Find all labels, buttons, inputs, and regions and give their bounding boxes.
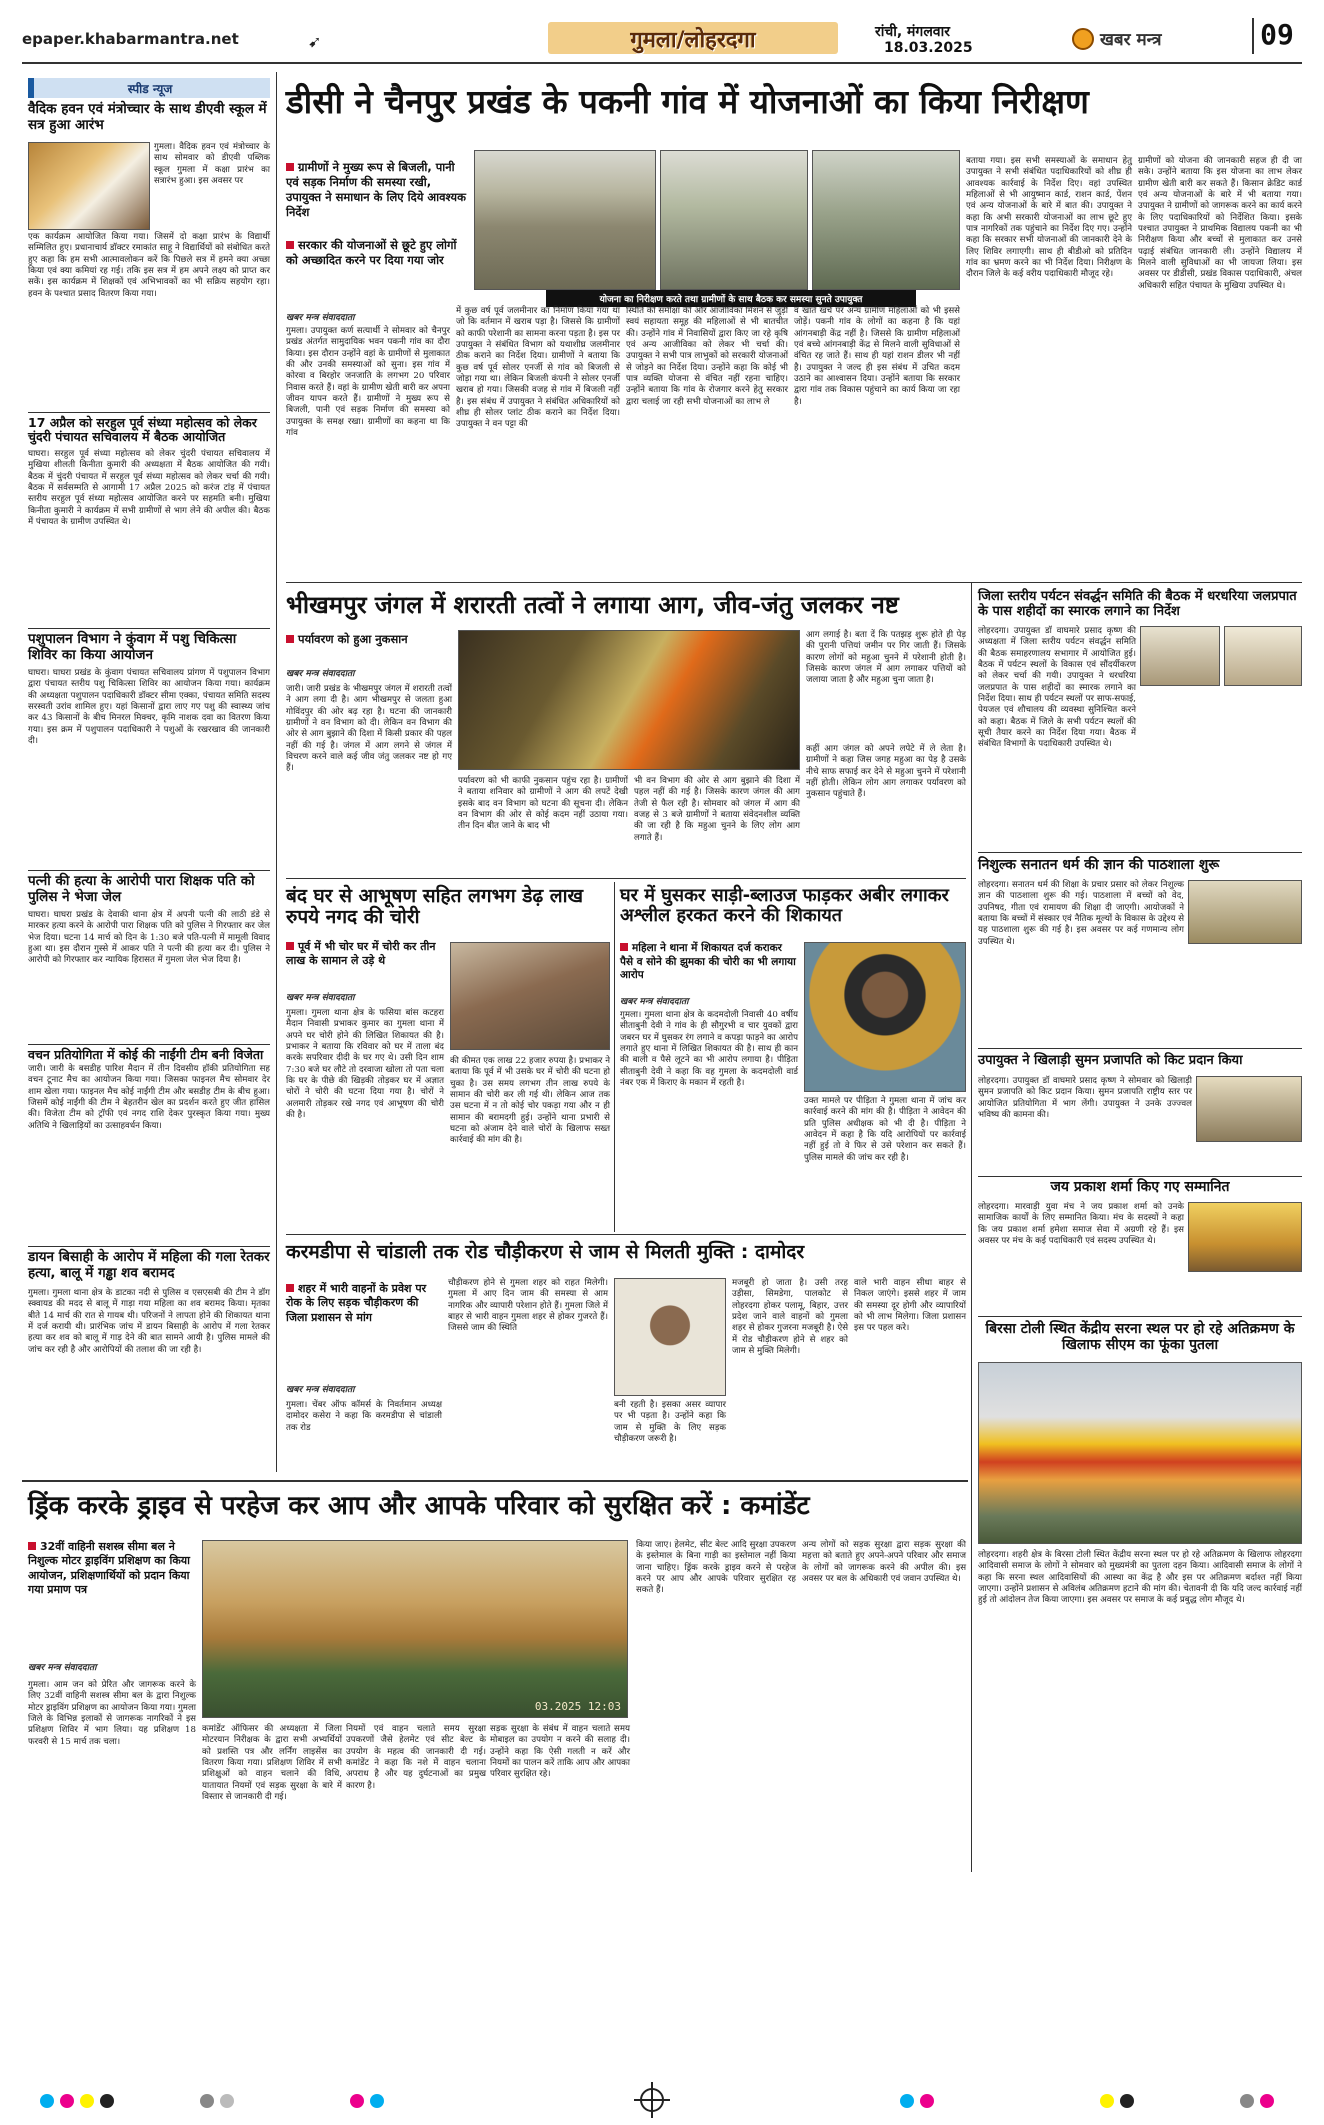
story2-col-4: आग लगाई है। बता दें कि पतझड़ शुरू होते ही पेड़ की पुरानी पत्तियां जमीन पर गिर जाती हैं। जिसके कारण लोगों को महुआ चुनने में परेशानी होती है। जिसके कारण जंगल में आग लगाकर पत्तियों को जलाया जाता है और महुआ चुना जाता है।: [806, 630, 966, 686]
registration-dot: [1120, 2094, 1134, 2108]
speed-body-4: घाघरा। घाघरा प्रखंड के देवाकी थाना क्षेत्र में अपनी पत्नी की लाठी डंडे से मारकर हत्या करने के आरोपी पारा शिक्षक पति को पुलिस ने गिरफ्तार कर जेल भेज दिया। घटना 14 मार्च को दिन के 1:30 बजे पति-पत्नी में मामूली विवाद हुआ था। इस दौरान गुस्से में आकर पति ने पत्नी की हत्या कर दी। पुलिस ने आरोपी को गिरफ्तार कर न्यायिक हिरासत में गुमला जेल भेज दिया है।: [28, 910, 270, 966]
story1-byline: खबर मन्त्र संवाददाता: [286, 313, 355, 323]
story3-byline: खबर मन्त्र संवाददाता: [286, 993, 355, 1003]
story5-byline: खबर मन्त्र संवाददाता: [286, 1385, 355, 1395]
story2-bullet: [286, 632, 446, 647]
registration-dot: [80, 2094, 94, 2108]
date-city: रांची, मंगलवार: [875, 24, 950, 40]
story6-byline: खबर मन्त्र संवाददाता: [28, 1663, 97, 1673]
right3-headline: उपायुक्त ने खिलाड़ी सुमन प्रजापति को किट प्रदान किया: [978, 1053, 1243, 1068]
story6-col-1: गुमला। आम जन को प्रेरित और जागरूक करने के लिए 32वीं वाहिनी सशस्त्र सीमा बल के द्वारा निशुल्क मोटर ड्राइविंग प्रशिक्षण का आयोजन किया गया। गुमला जिले के विभिन्न इलाकों से जागरूक नागरिकों ने इस प्रशिक्षण शिविर में भाग लिया। यह प्रशिक्षण 18 फरवरी से 15 मार्च तक चला।: [28, 1680, 196, 1747]
story1-photo-right: [812, 150, 960, 290]
right2-photo: [1188, 880, 1302, 944]
story4-bullet: [620, 942, 798, 983]
story1-caption: योजना का निरीक्षण करते तथा ग्रामीणों के साथ बैठक कर समस्या सुनते उपायुक्त: [546, 290, 916, 307]
story1-col-2: में कुछ वर्ष पूर्व जलमीनार का निर्माण किया गया था जो कि वर्तमान में खराब पड़ा है। जिससे कि ग्रामीणों को काफी परेशानी का सामना करना पड़ता है। इस पर उपायुक्त ने संबंधित विभाग को यथाशीघ्र जलमीनार ठीक कराने का निर्देश दिया। ग्रामीणों ने बताया कि कुछ वर्ष पूर्व सोलर एनर्जी से गांव को बिजली से जोड़ा गया था। लेकिन बिजली कंपनी ने सोलर एनर्जी खराब हो गया। जिसकी वजह से गांव में बिजली नहीं है। इस संबंध में उपायुक्त ने संबंधित अधिकारियों को शीघ्र ही सोलर प्लांट ठीक कराने का निर्देश दिया। उपायुक्त ने वन पट्टा की: [456, 306, 620, 430]
page-number: 09: [1252, 18, 1300, 54]
story3-col-2: की कीमत एक लाख 22 हजार रुपया है। प्रभाकर ने बताया कि पूर्व में भी उसके घर में चोरी की घटना हो चुका है। उस समय लगभग तीन लाख रुपये के सामान की चोरी कर ली गई थी। लेकिन आज तक उस घटना में न तो कोई चोर पकड़ा गया और न ही सामान की बरामदगी हुई। उन्होंने थाना प्रभारी से घटना को अंजाम देने वाले चोरों के खिलाफ सख्त कार्रवाई की मांग की है।: [450, 1056, 610, 1146]
column-divider: [614, 882, 615, 1232]
section-title: गुमला/लोहरदगा: [630, 28, 756, 53]
story6-col-3: नियमों एवं वाहन चलाते समय सुरक्षा उपकरणों जैसे हेलमेट एवं सीट बेल्ट के उपयोग के महत्व की जानकारी दी गई। कमांडेंट ने कहा कि नशे में वाहन चलाना अपराध है और यह दुर्घटनाओं का प्रमुख कारण है।: [346, 1724, 486, 1791]
story1-col-4: व खाते खर्च पर अन्य ग्रामीण महिलाओं को भी इससे जोड़ें। पकनी गांव के लोगों का कहना है कि यहां आंगनबाड़ी केंद्र नहीं है। जिससे कि ग्रामीण महिलाओं एवं बच्चे आंगनबाड़ी केंद्र से मिलने वाली सुविधाओं से वंचित रह जाते हैं। साथ ही यहां राशन डीलर भी नहीं है। उपायुक्त ने जल्द ही इस संबंध में उचित कदम उठाने का आश्वासन दिया। उन्होंने बताया कि सरकार द्वारा गांव तक विकास पहुंचाने का कार्य किया जा रहा है।: [794, 306, 960, 407]
right1-body-cont: [978, 690, 1302, 850]
story4-col-3: उक्त मामले पर पीड़िता ने गुमला थाना में जांच कर कार्रवाई करने की मांग की है। पीड़िता ने आवेदन की प्रति पुलिस अधीक्षक को भी दी है। पीड़िता ने आवेदन में कहा है कि यदि आरोपियों पर कार्रवाई नहीं हुई तो वे फिर से उसे परेशान कर सकते हैं। पुलिस मामले की जांच कर रही है।: [804, 1096, 966, 1163]
story3-headline: बंद घर से आभूषण सहित लगभग डेढ़ लाख रुपये नगद की चोरी: [286, 885, 584, 929]
section-rule: [22, 1480, 968, 1482]
registration-dot: [900, 2094, 914, 2108]
story1-bullet-1-text: ग्रामीणों ने मुख्य रूप से बिजली, पानी एवं सड़क निर्माण की समस्या रखी, उपायुक्त ने समाधान के लिए दिये आवश्यक निर्देश: [286, 160, 466, 219]
speed-body-2: घाघरा। सरहुल पूर्व संध्या महोत्सव को लेकर चुंदरी पंचायत सचिवालय में मुखिया शीलती किनीता कुमारी की अध्यक्षता में बैठक आयोजित की गयी। बैठक में चुंदरी पंचायत में सरहुल पूर्व संध्या महोत्सव को लेकर चर्चा की गयी। बैठक में सर्वसम्मति से आगामी 17 अप्रैल 2025 को करंज टांड़ में पंचायत स्तरीय सरहुल पूर्व संध्या महोत्सव आयोजित करने पर सहमति बनी। मुखिया किनीता कुमारी ने कार्यक्रम में सभी ग्रामीणों से भाग लेने की अपील की। बैठक में पंचायत के ग्रामीण उपस्थित थे।: [28, 449, 270, 528]
story2-headline: भीखमपुर जंगल में शरारती तत्वों ने लगाया आग, जीव-जंतु जलकर नष्ट: [286, 591, 899, 619]
registration-dot: [60, 2094, 74, 2108]
right4-body: लोहरदगा। मारवाड़ी युवा मंच ने जय प्रकाश शर्मा को उनके सामाजिक कार्यों के लिए सम्मानित किया। मंच के सदस्यों ने कहा कि जय प्रकाश शर्मा हमेशा समाज सेवा में अग्रणी रहे हैं। इस अवसर पर मंच के कई पदाधिकारी एवं सदस्य उपस्थित थे।: [978, 1202, 1184, 1247]
story4-bullet-text: महिला ने थाना में शिकायत दर्ज कराकर पैसे व सोने की झुमका की चोरी का भी लगाया आरोप: [620, 942, 796, 982]
right4-headline: जय प्रकाश शर्मा किए गए सम्मानित: [1050, 1179, 1230, 1195]
story4-photo: [804, 942, 966, 1092]
story1-bullet-1: [286, 160, 466, 220]
story3-bullet-text: पूर्व में भी चोर घर में चोरी कर तीन लाख के सामान ले उड़े थे: [286, 940, 436, 968]
photo-timestamp: 03.2025 12:03: [534, 1700, 621, 1713]
divider: [978, 1316, 1302, 1317]
divider: [978, 1176, 1302, 1177]
story6-headline: ड्रिंक करके ड्राइव से परहेज कर आप और आपके परिवार को सुरक्षित करें : कमांडेंट: [28, 1491, 810, 1521]
right1-headline: जिला स्तरीय पर्यटन संवर्द्धन समिति की बैठक में धरधरिया जलप्रपात के पास शहीदों का स्मारक लगाने का निर्देश: [978, 589, 1297, 619]
story1-col-3: स्थिति की समीक्षा की और आजीविका मिशन से जुड़ी स्वयं सहायता समूह की महिलाओं से भी बातचीत की। उन्होंने गांव में निवासियों द्वारा किए जा रहे कृषि एवं अन्य आजीविका को लेकर भी चर्चा की। उपायुक्त ने सभी पात्र लाभुकों को सरकारी योजनाओं से जोड़ने का निर्देश दिया। उन्होंने कहा कि कोई भी पात्र व्यक्ति योजना से वंचित नहीं रहना चाहिए। उन्होंने बताया कि गांव के रोजगार करने हेतु सरकार द्वारा चलाई जा रही सभी योजनाओं का लाभ ले: [626, 306, 788, 407]
story5-bullet: [286, 1282, 442, 1325]
speed-body-5: जारी। जारी के बसडीह पारिश मैदान में तीन दिवसीय हॉकी प्रतियोगिता सह वचन टूनाट मैच का आयोजन किया गया। जिसका फाइनल मैच सोमवार देर शाम खेला गया। फाइनल मैच कोई नाईंगी टीम और बसडीह टीम के बीच हुआ। जिसमें कोई नाईंगी की टीम ने बेहतरीन खेल का प्रदर्शन करते हुए जीत हासिल की। विजेता टीम को ट्रॉफी एवं नगद राशि देकर पुरस्कृत किया गया। मुख्य अतिथि ने खिलाड़ियों का उत्साहवर्धन किया।: [28, 1064, 270, 1131]
havan-photo: [28, 142, 150, 230]
right1-photo-2: [1224, 626, 1302, 686]
right5-body: लोहरदगा। शहरी क्षेत्र के बिरसा टोली स्थित केंद्रीय सरना स्थल पर हो रहे अतिक्रमण के खिलाफ लोहरदगा आदिवासी समाज के लोगों ने सोमवार को मुख्यमंत्री का पुतला दहन किया। आदिवासी समाज के लोगों ने कहा कि सरना स्थल आदिवासियों की आस्था का केंद्र है और इस पर अतिक्रमण बर्दाश्त नहीं किया जाएगा। उन्होंने प्रशासन से अविलंब अतिक्रमण हटाने की मांग की। चेतावनी दी कि यदि जल्द कार्रवाई नहीं हुई तो आंदोलन तेज किया जाएगा। इस अवसर पर समाज के कई प्रबुद्ध लोग मौजूद थे।: [978, 1550, 1302, 1606]
story5-bullet-text: शहर में भारी वाहनों के प्रवेश पर रोक के लिए सड़क चौड़ीकरण की जिला प्रशासन से मांग: [286, 1282, 427, 1324]
divider: [28, 1044, 270, 1045]
story1-bullet-2: [286, 238, 466, 268]
bullet-square: [286, 1284, 294, 1292]
story6-bullet: [28, 1540, 196, 1597]
story6-col-5: किया जाए। हेलमेट, सीट बेल्ट आदि सुरक्षा उपकरण के इस्तेमाल के बिना गाड़ी का इस्तेमाल नहीं किया जाना चाहिए। ड्रिंक करके ड्राइव करने से परहेज करने पर आप और आपके परिवार सुरक्षित रह सकते हैं।: [636, 1540, 796, 1596]
registration-dot: [100, 2094, 114, 2108]
story5-col-3: बनी रहती है। इसका असर व्यापार पर भी पड़ता है। उन्होंने कहा कि जाम से मुक्ति के लिए सड़क चौड़ीकरण जरूरी है।: [614, 1400, 726, 1445]
bullet-square: [286, 942, 294, 950]
story1-photo-mid: [660, 150, 808, 290]
story6-photo: [202, 1540, 628, 1718]
story5-col-4: मजबूरी हो जाता है। उसी तरह उड़ीसा, सिमडेगा, पालकोट से लोहरदगा होकर पलामू, बिहार, उत्तर प्रदेश जाने वाले वाहनों को गुमला शहर से होकर गुजरना मजबूरी है। ऐसे में रोड चौड़ीकरण होने से शहर को जाम से मुक्ति मिलेगी।: [732, 1278, 848, 1357]
registration-dot: [1240, 2094, 1254, 2108]
registration-dot: [220, 2094, 234, 2108]
story3-bullet: [286, 940, 446, 969]
right1-body: लोहरदगा। उपायुक्त डॉ वाघमारे प्रसाद कृष्ण की अध्यक्षता में जिला स्तरीय पर्यटन संवर्द्धन समिति की बैठक समाहरणालय सभागार में आयोजित हुई। बैठक में पर्यटन स्थलों के विकास एवं सौंदर्यीकरण को लेकर चर्चा की गयी। उपायुक्त ने धरधरिया जलप्रपात के पास शहीदों का स्मारक लगाने का निर्देश दिया। साथ ही पर्यटन स्थलों पर साफ-सफाई, पेयजल एवं शौचालय की व्यवस्था सुनिश्चित करने को कहा। बैठक में जिले के सभी पर्यटन स्थलों की सूची तैयार करने का निर्देश दिया गया। बैठक में संबंधित विभागों के पदाधिकारी उपस्थित थे।: [978, 626, 1136, 750]
speed-headline-4: पत्नी की हत्या के आरोपी पारा शिक्षक पति को पुलिस ने भेजा जेल: [28, 873, 255, 905]
registration-dot: [350, 2094, 364, 2108]
story5-col-1: गुमला। चेंबर ऑफ कॉमर्स के निवर्तमान अध्यक्ष दामोदर कसेरा ने कहा कि करमडीपा से चांडाली तक रोड: [286, 1400, 442, 1433]
speed-body-3: घाघरा। घाघरा प्रखंड के कुंवाग पंचायत सचिवालय प्रांगण में पशुपालन विभाग द्वारा पंचायत स्तरीय पशु चिकित्सा शिविर का आयोजन किया गया। कार्यक्रम की अध्यक्षता पशुपालन पदाधिकारी डॉक्टर सीमा एक्का, पंचायत समिति सदस्य सरस्वती उरांव शामिल हुए। यहां किसानों द्वारा लाए गए पशु की स्वास्थ्य जांच कर 43 किसानों के बीच मिनरल मिक्चर, कृमि नाशक दवा का वितरण किया गया। इस क्रम में पशुपालन पदाधिकारी ने पशुओं के रखरखाव की जानकारी दी।: [28, 668, 270, 747]
story2-col-5: कहीं आग जंगल को अपने लपेटे में ले लेता है। ग्रामीणों ने कहा जिस जगह महुआ का पेड़ है उसके नीचे साफ सफाई कर देने से महुआ चुनने में परेशानी नहीं होती। लेकिन लोग आग लगाकर पर्यावरण को नुकसान पहुंचाते हैं।: [806, 744, 966, 800]
right1-photo-1: [1140, 626, 1220, 686]
right3-body: लोहरदगा। उपायुक्त डॉ वाघमारे प्रसाद कृष्ण ने सोमवार को खिलाड़ी सुमन प्रजापति को किट प्रदान किया। सुमन प्रजापति राष्ट्रीय स्तर पर आयोजित प्रतियोगिता में भाग लेंगी। उपायुक्त ने उनके उज्ज्वल भविष्य की कामना की।: [978, 1076, 1192, 1121]
right4-photo: [1188, 1202, 1302, 1272]
registration-dot: [200, 2094, 214, 2108]
bullet-square: [28, 1542, 36, 1550]
registration-dot: [1260, 2094, 1274, 2108]
speed-headline-2: 17 अप्रैल को सरहुल पूर्व संध्या महोत्सव को लेकर चुंदरी पंचायत सचिवालय में बैठक आयोजित: [28, 415, 257, 445]
story1-col-6: ग्रामीणों को योजना की जानकारी सहज ही दी जा सके। उन्होंने बताया कि इस योजना का लाभ लेकर ग्रामीण खेती बारी कर सकते हैं। किसान क्रेडिट कार्ड एवं अन्य योजनाओं के बारे में भी बताया गया। उपायुक्त ने ग्रामीणों को जागरूक करने का कार्य करने के लिए पदाधिकारियों को निर्देशित किया। इसके पश्चात उपायुक्त ने प्राथमिक विद्यालय पकनी का भी निरीक्षण किया और बच्चों से मुलाकात कर उनसे पढ़ाई संबंधित जानकारी ली। उन्होंने विद्यालय में मिलने वाली सुविधाओं का भी जायजा लिया। इस अवसर पर डीडीसी, प्रखंड विकास पदाधिकारी, अंचल अधिकारी सहित पंचायत के मुखिया उपस्थित थे।: [1138, 156, 1302, 291]
story3-col-1: गुमला। गुमला थाना क्षेत्र के फसिया बांस कटहरा मैदान निवासी प्रभाकर कुमार का गुमला थाना में अपने घर चोरी होने की लिखित शिकायत की है। प्रभाकर ने बताया कि रविवार को घर में ताला बंद करके सपरिवार दीदी के घर गए थे। उसी दिन शाम 7:30 बजे घर लौटे तो दरवाजा खोला तो पता चला कि घर के पीछे की खिड़की तोड़कर घर में अज्ञात चोरों ने चोरी की घटना दिया गया है। चोरों ने अलमारी तोड़कर रखे नगद एवं आभूषण की चोरी की है।: [286, 1008, 444, 1121]
story1-col-1: गुमला। उपायुक्त कर्ण सत्यार्थी ने सोमवार को चैनपुर प्रखंड अंतर्गत सामुदायिक भवन पकनी गांव का दौरा किया। इस दौरान उन्होंने वहां के ग्रामीणों से मुलाकात की और उनकी समस्याओं को सुना। इस गांव में कोरवा व बिरहोर जनजाति के लगभग 20 परिवार निवास करते हैं। वहां के ग्रामीण खेती बारी कर अपना जीवन यापन करते हैं। ग्रामीणों ने मुख्य रूप से बिजली, पानी एवं सड़क निर्माण की समस्या को उपायुक्त के समक्ष रखा। ग्रामीणों का कहना था कि गांव: [286, 326, 450, 439]
story4-col-1: गुमला। गुमला थाना क्षेत्र के कदमदोली निवासी 40 वर्षीय सीताबुनी देवी ने गांव के ही सौगुरभी व चार युवकों द्वारा जबरन घर में घुसकर रंग लगाने व कपड़ा फाड़ने का आरोप लगाते हुए थाना में लिखित शिकायत की है। साथ ही कान की बाली व पैसे लूटने का भी आरोप लगाया है। पीड़िता सीताबुनी देवी ने कहा कि वह गुमला के कदमदोली वार्ड नंबर एक में किराए के मकान में रहती है।: [620, 1010, 798, 1089]
speed-headline-3: पशुपालन विभाग ने कुंवाग में पशु चिकित्सा शिविर का किया आयोजन: [28, 631, 237, 663]
speed-headline-6: डायन बिसाही के आरोप में महिला की गला रेतकर हत्या, बालू में गड्ढा शव बरामद: [28, 1249, 270, 1281]
story2-fire-photo: [458, 630, 800, 770]
registration-dot: [1100, 2094, 1114, 2108]
epaper-url[interactable]: epaper.khabarmantra.net: [22, 30, 239, 48]
bullet-square: [286, 635, 294, 643]
right2-body: लोहरदगा। सनातन धर्म की शिक्षा के प्रचार प्रसार को लेकर निशुल्क ज्ञान की पाठशाला शुरू की गई। पाठशाला में बच्चों को वेद, उपनिषद, गीता एवं रामायण की शिक्षा दी जाएगी। आयोजकों ने बताया कि बच्चों में संस्कार एवं नैतिक मूल्यों के विकास के उद्देश्य से यह पाठशाला शुरू की गई है। इस अवसर पर कई गणमान्य लोग उपस्थित थे।: [978, 880, 1184, 947]
story1-col-5: बताया गया। इस सभी समस्याओं के समाधान हेतु उपायुक्त ने सभी संबंधित पदाधिकारियों को शीघ्र ही आवश्यक कार्रवाई के निर्देश दिए। वहां उपस्थित महिलाओं से भी आयुष्मान कार्ड, राशन कार्ड, पेंशन एवं अन्य योजनाओं के बारे में बात की। उपायुक्त ने कहा कि अभी सरकारी योजनाओं का लाभ छूटे हुए पात्र नागरिकों तक पहुंचाने का निर्देश दिए गए। उन्होंने कहा कि सरकार सभी योजनाओं की जानकारी देने के लिए शिविर लगाएगी। साथ ही बीडीओ को प्रतिदिन गांव का भ्रमण करने का भी निर्देश दिया। निरीक्षण के दौरान जिले के कई वरीय पदाधिकारी मौजूद रहे।: [966, 156, 1132, 280]
story1-bullet-2-text: सरकार की योजनाओं से छूटे हुए लोगों को अच्छादित करने पर दिया गया जोर: [286, 238, 457, 267]
story5-portrait: [614, 1278, 726, 1396]
speed-headline-1: वैदिक हवन एवं मंत्रोच्चार के साथ डीएवी स्कूल में सत्र हुआ आरंभ: [28, 101, 267, 133]
date: 18.03.2025: [884, 40, 973, 56]
story5-headline: करमडीपा से चांडाली तक रोड चौड़ीकरण से जाम से मिलती मुक्ति : दामोदर: [286, 1241, 805, 1263]
crosshair-icon-v: [651, 2082, 653, 2118]
cursor-icon: ➹: [308, 32, 322, 51]
masthead-rule: [22, 62, 1302, 64]
story2-bullet-text: पर्यावरण को हुआ नुकसान: [298, 632, 408, 646]
divider: [28, 870, 270, 871]
column-divider: [971, 582, 972, 1872]
story4-headline: घर में घुसकर साड़ी-ब्लाउज फाड़कर अबीर लगाकर अश्लील हरकत करने की शिकायत: [620, 885, 949, 927]
right5-headline: बिरसा टोली स्थित केंद्रीय सरना स्थल पर हो रहे अतिक्रमण के खिलाफ सीएम का फूंका पुतला: [985, 1321, 1295, 1353]
story6-col-4: सड़क सुरक्षा के संबंध में वाहन चलाते समय मोबाइल का उपयोग न करने की सलाह दी। उन्होंने कहा कि ऐसी गलती न करें और नियमों का पालन करें ताकि आप और आपका परिवार सुरक्षित रहे।: [490, 1724, 630, 1780]
story6-col-6: अन्य लोगों को सड़क सुरक्षा द्वारा सड़क सुरक्षा की महत्ता को बताते हुए अपने-अपने परिवार और समाज के लोगों को जागरूक करने की अपील की। इस अवसर पर बल के अधिकारी एवं जवान उपस्थित थे।: [802, 1540, 966, 1585]
section-rule: [286, 582, 1302, 583]
story1-photo-left: [474, 150, 656, 290]
right2-headline: निशुल्क सनातन धर्म की ज्ञान की पाठशाला शुरू: [978, 857, 1220, 873]
registration-dot: [370, 2094, 384, 2108]
story6-bullet-text: 32वीं वाहिनी सशस्त्र सीमा बल ने निशुल्क मोटर ड्राइविंग प्रशिक्षण का किया आयोजन, प्रशिक्षणार्थियों को प्रदान किया गया प्रमाण पत्र: [28, 1540, 191, 1596]
registration-dot: [40, 2094, 54, 2108]
divider: [978, 852, 1302, 853]
divider: [28, 1246, 270, 1247]
story2-col-3: भी वन विभाग की ओर से आग बुझाने की दिशा में पहल नहीं की गई है। जिसके कारण जंगल की आग तेजी से फैल रही है। सोमवार को जंगल में आग की वजह से 3 बजे ग्रामीणों ने बताया संवेदनशील व्यक्ति की जा रही है कि महुआ चुनने के लिए लोग आग लगाते हैं।: [634, 776, 800, 843]
story3-photo: [450, 942, 610, 1050]
brand-logo-icon: [1072, 28, 1094, 50]
speed-news-label: स्पीड न्यूज: [127, 82, 173, 96]
registration-dot: [920, 2094, 934, 2108]
bullet-square: [620, 943, 628, 951]
section-rule: [286, 878, 966, 879]
column-divider: [276, 72, 277, 1472]
speed-body-1b: एक कार्यक्रम आयोजित किया गया। जिसमें दो कक्षा प्रारंभ के विद्यार्थी सम्मिलित हुए। प्रधानाचार्य डॉक्टर रमाकांत साहू ने विद्यार्थियों को संबोधित करते हुए कहा कि हम सभी आत्मावलोकन करें कि पिछले सत्र में हमने क्या अच्छा किया एवं क्या कमियां रह गई। तकि इस सत्र में हम अपने लक्ष्य को प्राप्त कर सकें। इस कार्यक्रम में शिक्षकों एवं अभिभावकों का भी सक्रिय सहयोग रहा। हवन के पश्चात प्रसाद वितरण किया गया।: [28, 232, 270, 299]
right3-photo: [1196, 1076, 1302, 1142]
story5-col-2: चौड़ीकरण होने से गुमला शहर को राहत मिलेगी। गुमला में आए दिन जाम की समस्या से आम नागरिक और व्यापारी परेशान होते हैं। गुमला जिले में बाहर से भारी वाहन गुमला शहर से होकर गुजरते हैं। जिससे जाम की स्थिति: [448, 1278, 608, 1334]
bullet-square: [286, 241, 294, 249]
divider: [978, 1048, 1302, 1049]
story2-col-2: पर्यावरण को भी काफी नुकसान पहुंच रहा है। ग्रामीणों ने बताया शनिवार को ग्रामीणों ने आग की लपटें देखी इसके बाद वन विभाग को घटना की सूचना दी। लेकिन वन विभाग की ओर से कोई कदम नहीं उठाया गया। तीन दिन बीत जाने के बाद भी: [458, 776, 628, 832]
story6-col-2: कमांडेंट ऑफिसर की अध्यक्षता में जिला मोटरयान निरीक्षक के द्वारा सभी अभ्यर्थियों को प्रशस्ति पत्र और लर्निंग लाइसेंस का वितरण किया गया। प्रशिक्षण शिविर में सभी प्रशिक्षुओं को वाहन चलाने की विधि, यातायात नियमों एवं सड़क सुरक्षा के बारे में विस्तार से जानकारी दी गई।: [202, 1724, 342, 1803]
bullet-square: [286, 163, 294, 171]
story2-col-1: जारी। जारी प्रखंड के भीखमपुर जंगल में शरारती तत्वों ने आग लगा दी है। आग भीखमपुर से जलता हुआ गोविंदपुर की ओर बढ़ रहा है। घटना की जानकारी ग्रामीणों ने वन विभाग को दी। लेकिन वन विभाग की ओर से आग बुझाने की दिशा में किसी प्रकार की पहल नहीं की गई है। जंगल में आग लगने से जंगल में विचरण करने वाले कई जीव जंतु जलकर नष्ट हो गए हैं।: [286, 684, 452, 774]
story1-headline: डीसी ने चैनपुर प्रखंड के पकनी गांव में योजनाओं का किया निरीक्षण: [286, 82, 1089, 121]
section-rule: [286, 1234, 966, 1235]
story5-col-5: वाले भारी वाहन सीधा बाहर से निकल जाएंगे। इससे शहर में जाम की समस्या दूर होगी और व्यापारियों को भी लाभ मिलेगा। जिला प्रशासन इस पर पहल करे।: [854, 1278, 966, 1334]
speed-body-6: गुमला। गुमला थाना क्षेत्र के डाटका नदी से पुलिस व एसएसबी की टीम ने डॉग स्क्वायड की मदद से बालू में गाड़ा गया महिला का शव बरामद किया। मृतका बीते 14 मार्च की रात से गायब थी। परिजनों ने लापता होने की शिकायत थाना में दर्ज करायी थी। प्रारंभिक जांच में डायन बिसाही के आरोप में गला रेतकर हत्या कर शव को बालू में गाड़ देने की बात सामने आयी है। पुलिस मामले की जांच कर रही है और आरोपियों की तलाश की जा रही है।: [28, 1288, 270, 1355]
speed-headline-5: वचन प्रतियोगिता में कोई की नाईंगी टीम बनी विजेता: [28, 1047, 264, 1062]
story2-byline: खबर मन्त्र संवाददाता: [286, 669, 355, 679]
divider: [28, 628, 270, 629]
divider: [28, 412, 270, 413]
brand-name: खबर मन्त्र: [1100, 30, 1162, 50]
speed-body-1a: गुमला। वैदिक हवन एवं मंत्रोच्चार के साथ सोमवार को डीएवी पब्लिक स्कूल गुमला में कक्षा प्रारंभ का सत्रारंभ हुआ। इस अवसर पर: [154, 142, 270, 187]
story4-byline: खबर मन्त्र संवाददाता: [620, 997, 689, 1007]
right5-effigy-photo: [978, 1362, 1302, 1544]
